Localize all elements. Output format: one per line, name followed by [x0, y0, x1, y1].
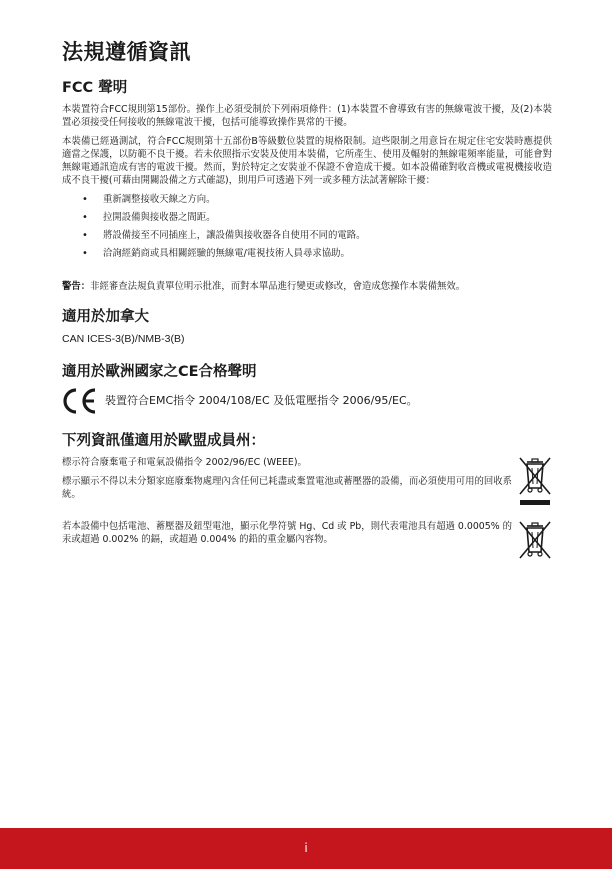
- footer-bar: [0, 828, 612, 869]
- eu-paragraph-1: 標示符合廢棄電子和電氣設備指令 2002/96/EC (WEEE)。: [62, 457, 307, 468]
- fcc-warning: [62, 280, 552, 293]
- ce-mark-icon: [62, 387, 100, 415]
- crossed-out-wheelie-bin-icon: [518, 520, 552, 560]
- list-item: • 拉開設備與接收器之間距。: [62, 211, 552, 224]
- ce-compliance-text: 裝置符合EMC指令 2004/108/EC 及低電壓指令 2006/95/EC。: [105, 394, 418, 407]
- page-title: 法規遵循資訊: [62, 40, 191, 64]
- fcc-bullet-list: [62, 193, 552, 260]
- fcc-heading: FCC 聲明: [62, 80, 128, 96]
- canada-heading: 適用於加拿大: [62, 309, 149, 325]
- warning-text: 非經審查法規負責單位明示批准，而對本單品進行變更或修改，會造成您操作本裝備無效。: [90, 281, 466, 292]
- list-item: • 將設備接至不同插座上，讓設備與接收器各自使用不同的電路。: [62, 229, 552, 242]
- warning-label: 警告：: [62, 281, 91, 292]
- eu-paragraph-2: 標示顯示不得以未分類家庭廢棄物處理內含任何已耗盡或棄置電池或蓄壓器的設備，而必須使用可用的回收系統。: [62, 476, 513, 500]
- page-number: i: [304, 841, 308, 855]
- canada-compliance-text: CAN ICES-3(B)/NMB-3(B): [62, 333, 185, 345]
- eu-paragraph-3: 若本設備中包括電池、蓄壓器及鈕型電池，顯示化學符號 Hg、Cd 或 Pb，則代表電池具有超過 0.0005% 的汞或超過 0.002% 的鎘，或超過 0.004% 的鉛的重金屬內容物。: [62, 521, 512, 545]
- ce-heading: 適用於歐洲國家之CE合格聲明: [62, 364, 257, 380]
- fcc-paragraph-1: 本裝置符合FCC規則第15部份。操作上必須受制於下列兩項條件：(1)本裝置不會導致有害的無線電波干擾，及(2)本裝置必須接受任何接收的無線電波干擾，包括可能導致操作異常的干擾。: [62, 104, 552, 128]
- eu-heading: 下列資訊僅適用於歐盟成員州：: [62, 433, 265, 449]
- regulatory-page: [62, 38, 552, 564]
- fcc-paragraph-2: 本裝備已經過測試，符合FCC規則第十五部份B等級數位裝置的規格限制。這些限制之用意旨在規定住宅安裝時應提供適當之保護，以防範不良干擾。若未依照指示安裝及使用本裝備，它所產生、使用及輻射的無線電頻率能量，可能會對無線電通訊造成有害的電波干擾。然而，對於特定之安裝並不保證不會造成干擾。如本設備確對收音機或電視機接收造成不良干擾(可藉由開關設備之方式確認)，則用戶可透過下列一或多種方法試著解除干擾：: [62, 136, 552, 186]
- crossed-out-wheelie-bin-icon: [518, 456, 552, 508]
- list-item: • 重新調整接收天線之方向。: [62, 193, 552, 206]
- list-item: • 洽詢經銷商或具相關經驗的無線電/電視技術人員尋求協助。: [62, 247, 552, 260]
